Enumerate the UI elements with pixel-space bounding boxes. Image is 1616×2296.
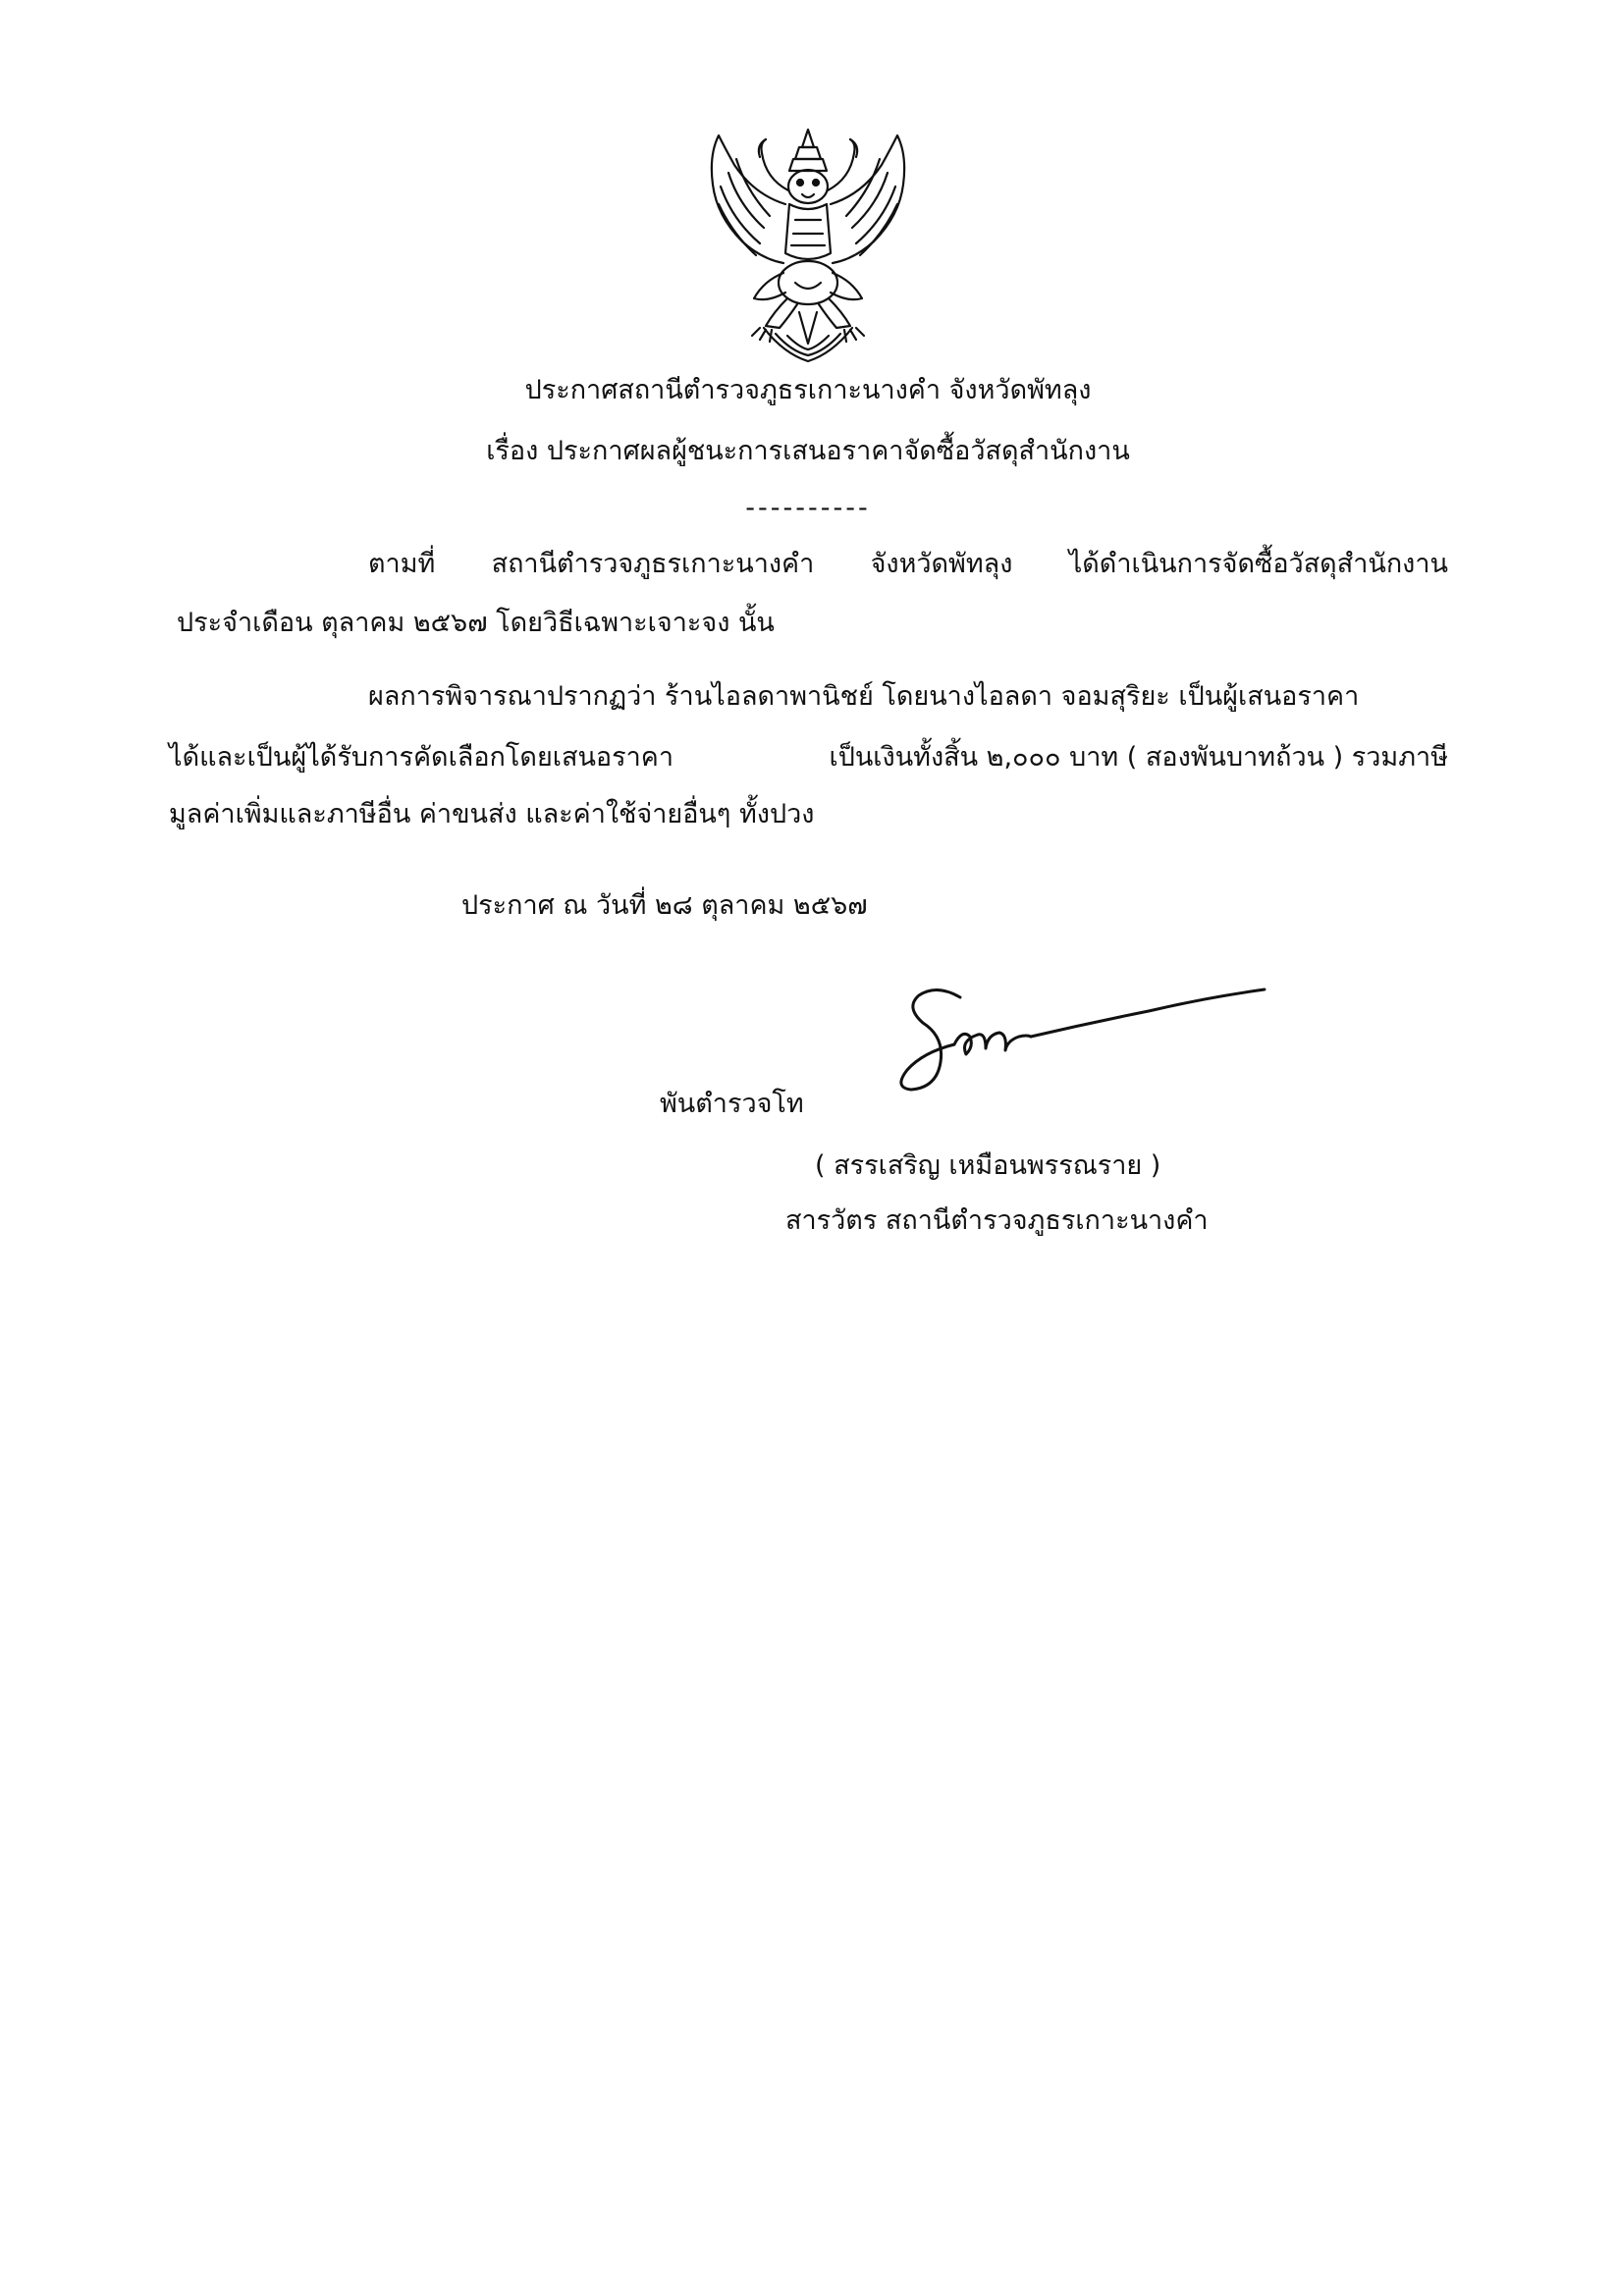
handwritten-signature xyxy=(884,972,1276,1109)
separator-line: ---------- xyxy=(745,493,871,523)
garuda-emblem-icon xyxy=(705,126,911,366)
paragraph-1-line-2: ประจำเดือน ตุลาคม ๒๕๖๗ โดยวิธีเฉพาะเจาะจง นั้น xyxy=(177,608,775,638)
announcement-title: ประกาศสถานีตำรวจภูธรเกาะนางคำ จังหวัดพัทลุง xyxy=(524,375,1092,405)
paragraph-1-line-1 xyxy=(368,545,1448,584)
p2-part-1: ได้และเป็นผู้ได้รับการคัดเลือกโดยเสนอราคา xyxy=(169,742,674,773)
paragraph-2-line-3: มูลค่าเพิ่มและภาษีอื่น ค่าขนส่ง และค่าใช้จ่ายอื่นๆ ทั้งปวง xyxy=(169,799,815,829)
announcement-subject: เรื่อง ประกาศผลผู้ชนะการเสนอราคาจัดซื้อวัสดุสำนักงาน xyxy=(486,436,1130,466)
p2-part-2: เป็นเงินทั้งสิ้น ๒,๐๐๐ บาท ( สองพันบาทถ้วน ) รวมภาษี xyxy=(829,742,1448,773)
announcement-date: ประกาศ ณ วันที่ ๒๘ ตุลาคม ๒๕๖๗ xyxy=(461,890,868,921)
p1-part-3: จังหวัดพัทลุง xyxy=(870,549,1013,579)
signatory-rank: พันตำรวจโท xyxy=(660,1089,804,1119)
paragraph-2-line-1: ผลการพิจารณาปรากฏว่า ร้านไอลดาพานิชย์ โดยนางไอลดา จอมสุริยะ เป็นผู้เสนอราคา xyxy=(368,681,1360,712)
signatory-name: ( สรรเสริญ เหมือนพรรณราย ) xyxy=(815,1150,1161,1181)
paragraph-2-line-2 xyxy=(169,738,1448,777)
p1-part-4: ได้ดำเนินการจัดซื้อวัสดุสำนักงาน xyxy=(1068,549,1448,579)
p1-part-1: ตามที่ xyxy=(368,549,436,579)
signatory-position: สารวัตร สถานีตำรวจภูธรเกาะนางคำ xyxy=(785,1205,1209,1236)
p1-part-2: สถานีตำรวจภูธรเกาะนางคำ xyxy=(491,549,815,579)
